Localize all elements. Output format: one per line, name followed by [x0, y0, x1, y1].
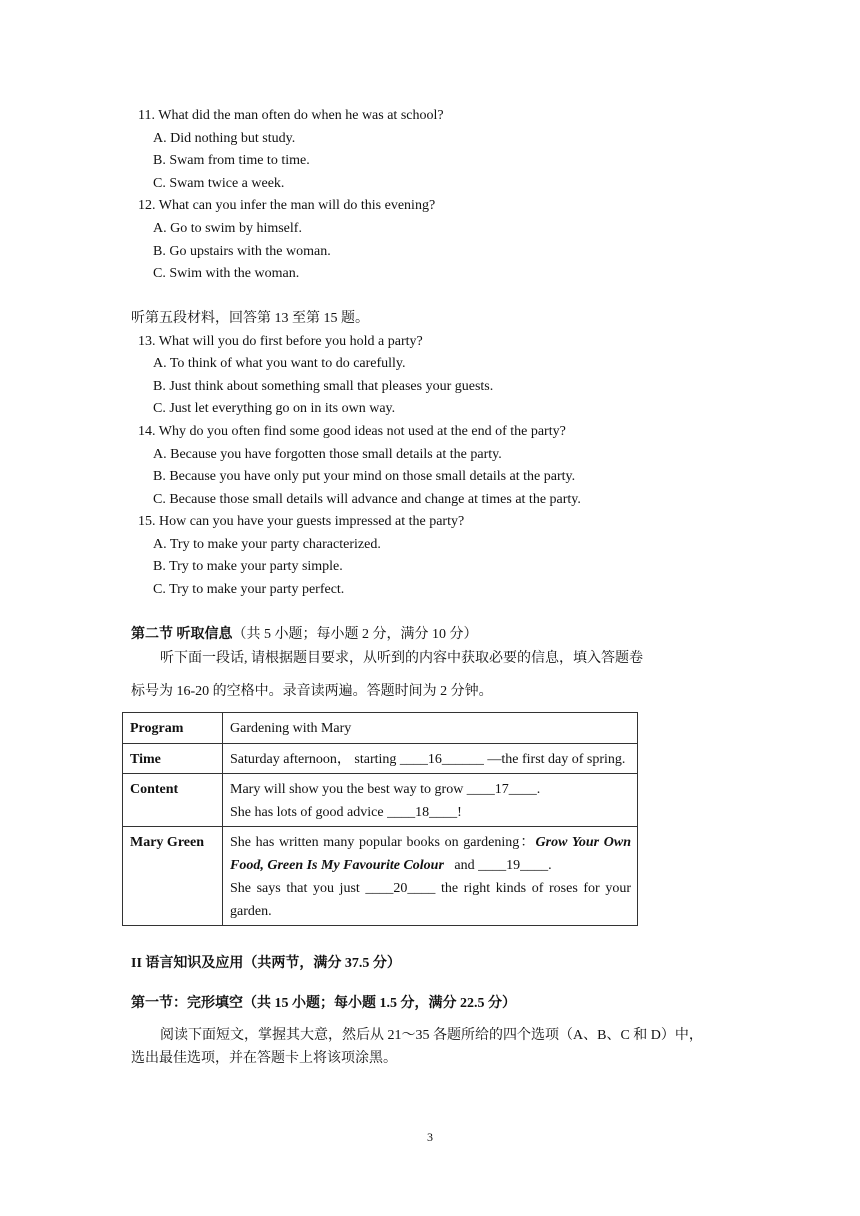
- content-line-2: She has lots of good advice ____18____!: [230, 805, 462, 820]
- cloze-heading: 第一节：完形填空（共 15 小题；每小题 1.5 分，满分 22.5 分）: [131, 996, 516, 1011]
- section2-instruction-2: 标号为 16-20 的空格中。录音读两遍。答题时间为 2 分钟。: [131, 684, 493, 699]
- row-label-mary-green: Mary Green: [123, 827, 223, 926]
- option-11c: C. Swam twice a week.: [153, 176, 285, 191]
- option-13a: A. To think of what you want to do carefully.: [153, 356, 406, 371]
- row-label-time: Time: [123, 744, 223, 774]
- table-row: [123, 713, 638, 744]
- option-13c: C. Just let everything go on in its own way.: [153, 401, 396, 416]
- row-content-time: Saturday afternoon， starting ____16______ —the first day of spring.: [223, 744, 638, 774]
- option-15a: A. Try to make your party characterized.: [153, 537, 381, 552]
- option-12b: B. Go upstairs with the woman.: [153, 244, 331, 259]
- row-content-content: [223, 774, 638, 827]
- row-label-program: Program: [123, 713, 223, 744]
- option-11b: B. Swam from time to time.: [153, 153, 310, 168]
- listening-info-table: [122, 712, 638, 926]
- section2-heading-note: （共 5 小题；每小题 2 分，满分 10 分）: [232, 627, 478, 642]
- table-row: [123, 827, 638, 926]
- table-row: [123, 774, 638, 827]
- page-number: 3: [427, 1130, 433, 1144]
- question-15: 15. How can you have your guests impressed at the party?: [138, 514, 465, 529]
- mary-books-line: [230, 831, 631, 877]
- section2-instruction-1: 听下面一段话, 请根据题目要求，从听到的内容中获取必要的信息，填入答题卷: [160, 651, 643, 666]
- question-12: 12. What can you infer the man will do this evening?: [138, 198, 436, 213]
- option-11a: A. Did nothing but study.: [153, 131, 296, 146]
- table-row: [123, 744, 638, 774]
- option-14c: C. Because those small details will advance and change at times at the party.: [153, 492, 581, 507]
- section2-heading: 第二节 听取信息: [131, 627, 233, 642]
- cloze-instruction-1: 阅读下面短文，掌握其大意，然后从 21～35 各题所给的四个选项（A、B、C 和 D）中，: [160, 1028, 703, 1043]
- section5-intro: 听第五段材料，回答第 13 至第 15 题。: [131, 311, 369, 326]
- section2-heading-line: [131, 626, 478, 644]
- question-11: 11. What did the man often do when he was at school?: [138, 108, 444, 123]
- option-14b: B. Because you have only put your mind on those small details at the party.: [153, 469, 576, 484]
- row-content-program: Gardening with Mary: [223, 713, 638, 744]
- question-13: 13. What will you do first before you hold a party?: [138, 334, 423, 349]
- book-titles: Grow Your Own Food, Green Is My Favourite Colour: [230, 835, 631, 873]
- question-14: 14. Why do you often find some good ideas not used at the end of the party?: [138, 424, 566, 439]
- mary-roses-line: She says that you just ____20____ the right kinds of roses for your garden.: [230, 881, 631, 919]
- option-15b: B. Try to make your party simple.: [153, 559, 343, 574]
- row-label-content: Content: [123, 774, 223, 827]
- option-14a: A. Because you have forgotten those small details at the party.: [153, 447, 502, 462]
- row-content-mary-green: [223, 827, 638, 926]
- option-13b: B. Just think about something small that pleases your guests.: [153, 379, 494, 394]
- content-line-1: Mary will show you the best way to grow ____17____.: [230, 782, 541, 797]
- option-15c: C. Try to make your party perfect.: [153, 582, 345, 597]
- option-12a: A. Go to swim by himself.: [153, 221, 302, 236]
- part2-heading: II 语言知识及应用（共两节，满分 37.5 分）: [131, 956, 401, 971]
- option-12c: C. Swim with the woman.: [153, 266, 300, 281]
- mary-books-intro: She has written many popular books on gardening：: [230, 835, 536, 850]
- cloze-instruction-2: 选出最佳选项，并在答题卡上将该项涂黑。: [131, 1051, 397, 1066]
- blank-19-text: and ____19____.: [454, 858, 552, 873]
